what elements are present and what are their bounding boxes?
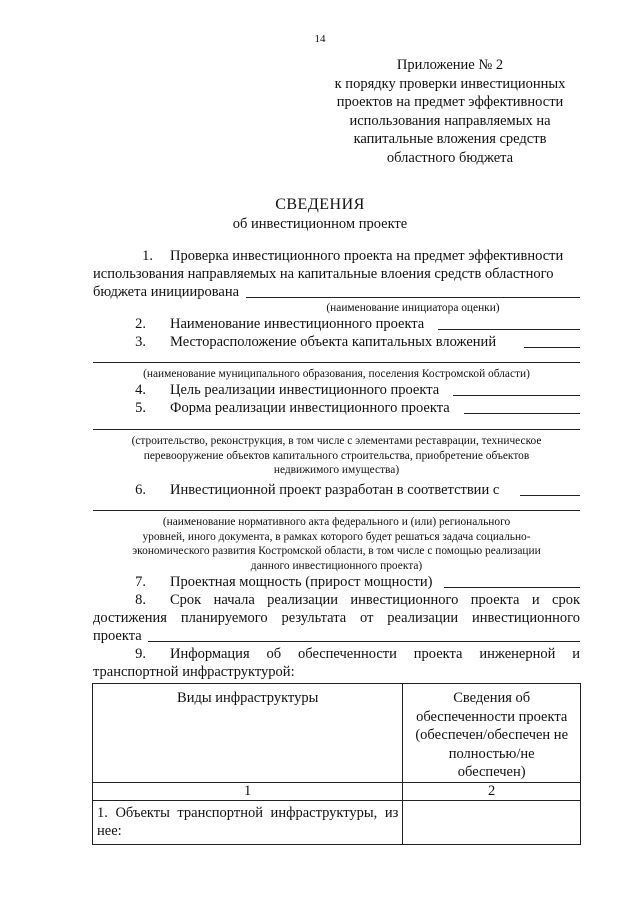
fill-in-line [438, 329, 580, 330]
item-number: 9. [135, 646, 146, 662]
item-text: Цель реализации инвестиционного проекта [170, 382, 440, 398]
infrastructure-table [92, 683, 581, 845]
item-number: 6. [135, 482, 146, 498]
table-header-row [93, 684, 581, 783]
column-number-cell: 1 [93, 782, 403, 800]
item-number: 8. [135, 592, 146, 608]
caption-line: экономического развития Костромской области, в том числе с помощью реализации [132, 545, 541, 557]
table-row [93, 800, 581, 844]
field-caption: (наименование инициатора оценки) [326, 302, 500, 314]
document-title: СВЕДЕНИЯ [275, 196, 365, 213]
caption-line: (наименование нормативного акта федерального и (или) регионального [162, 516, 511, 528]
fill-in-line [148, 641, 580, 642]
caption-line: уровней, иного документа, в рамках которого будет решаться задача социально- [142, 530, 531, 543]
caption-line: данного инвестиционного проекта) [250, 559, 423, 572]
appendix-line: использования направляемых на [349, 112, 551, 129]
header-line: обеспеченности проекта [416, 708, 568, 725]
table-header-cell [403, 684, 581, 783]
item-text: Месторасположение объекта капитальных вложений [170, 334, 497, 350]
item-text: Срок начала реализации инвестиционного проекта и срок [170, 592, 580, 608]
field-caption [93, 515, 580, 573]
header-line: (обеспечен/обеспечен не [415, 727, 569, 743]
header-line: Сведения об [453, 690, 531, 706]
item-number: 2. [135, 316, 146, 332]
appendix-line: проектов на предмет эффективности [336, 94, 564, 111]
item-text: Проектная мощность (прирост мощности) [170, 574, 433, 590]
item-text: Проверка инвестиционного проекта на предмет эффективности [170, 248, 564, 264]
item-text: Информация об обеспеченности проекта инженерной и [170, 646, 580, 662]
table-cell [403, 800, 581, 844]
item-number: 3. [135, 334, 146, 350]
field-caption [93, 434, 580, 478]
fill-in-line [246, 297, 580, 298]
item-text: Инвестиционной проект разработан в соответствии с [170, 482, 500, 498]
caption-line: (строительство, реконструкция, в том числе с элементами реставрации, техническое [131, 435, 542, 447]
item-number: 1. [142, 248, 153, 264]
appendix-line: областного бюджета [386, 149, 514, 166]
document-subtitle: об инвестиционном проекте [232, 216, 408, 232]
fill-in-line [444, 587, 580, 588]
table-cell: 1. Объекты транспортной инфраструктуры, из нее: [93, 800, 403, 844]
item-text: Наименование инвестиционного проекта [170, 316, 425, 332]
fill-in-line [453, 395, 580, 396]
item-text: транспортной инфраструктурой: [93, 664, 295, 680]
item-text: Форма реализации инвестиционного проекта [170, 400, 450, 416]
caption-line: недвижимого имущества) [273, 464, 400, 476]
item-number: 7. [135, 574, 146, 590]
field-caption: (наименование муниципального образования, поселения Костромской области) [143, 368, 530, 380]
item-text: бюджета инициирована [93, 284, 240, 300]
appendix-line: Приложение № 2 [396, 57, 504, 73]
fill-in-line [93, 510, 580, 511]
table-column-number-row [93, 782, 581, 800]
header-line: полностью/не [448, 745, 535, 762]
fill-in-line [464, 413, 580, 414]
fill-in-line [93, 362, 580, 363]
caption-line: перевооружение объектов капитального строительства, приобретение объектов [143, 449, 530, 462]
column-number-cell: 2 [403, 782, 581, 800]
appendix-line: к порядку проверки инвестиционных [334, 75, 566, 92]
item-text: использования направляемых на капитальные влоения средств областного [93, 266, 554, 282]
item-number: 4. [135, 382, 146, 398]
header-line: обеспечен) [457, 764, 526, 780]
fill-in-line [520, 495, 580, 496]
appendix-header [300, 56, 600, 168]
item-text: проекта [93, 628, 142, 644]
table-header-cell: Виды инфраструктуры [93, 684, 403, 783]
item-number: 5. [135, 400, 146, 416]
fill-in-line [524, 347, 580, 348]
appendix-line: капитальные вложения средств [353, 131, 547, 148]
fill-in-line [93, 429, 580, 430]
item-text: достижения планируемого результата от реализации инвестиционного [93, 610, 580, 626]
page-number: 14 [314, 33, 326, 45]
